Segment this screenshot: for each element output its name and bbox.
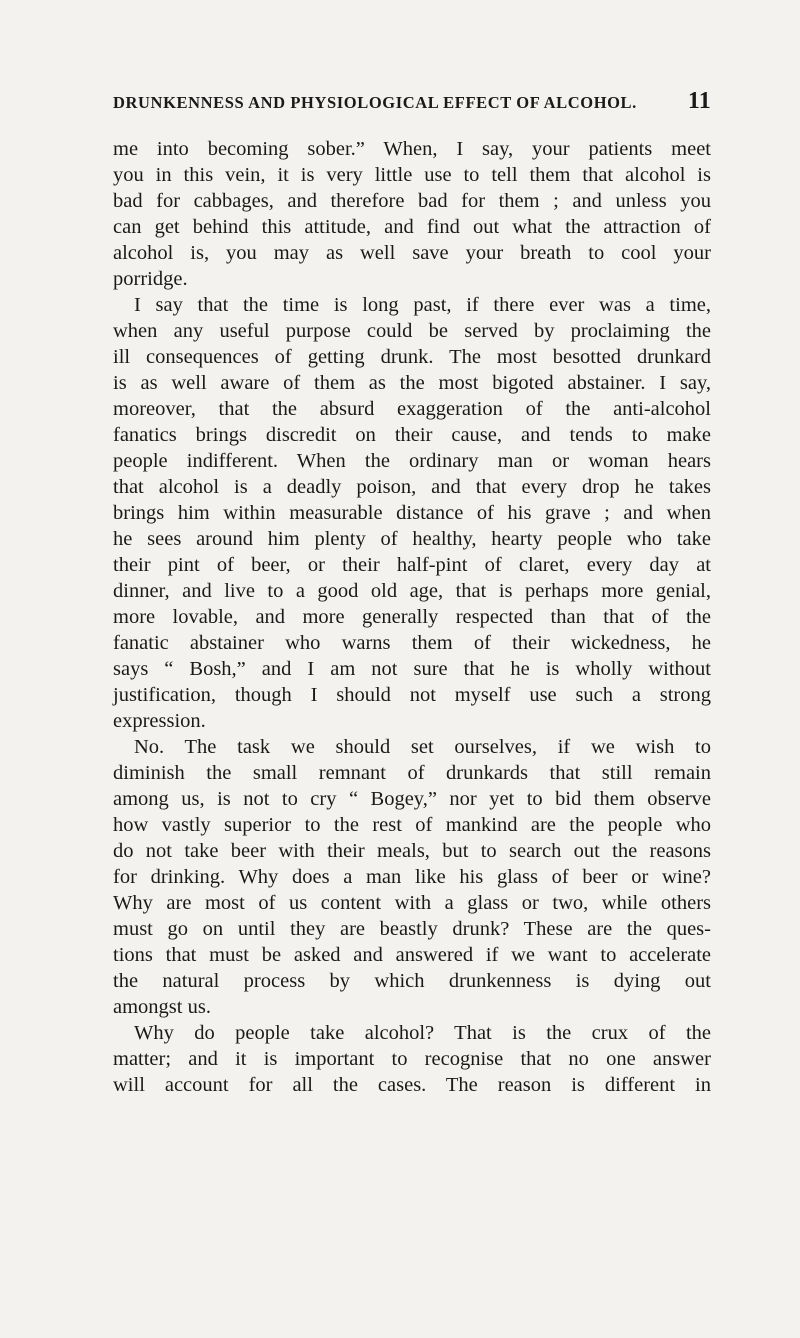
text-line: you in this vein, it is very little use to tell them that alcohol is (113, 164, 711, 186)
text-line: how vastly superior to the rest of mankind are the people who (113, 814, 711, 836)
text-line: more lovable, and more generally respected than that of the (113, 606, 711, 628)
text-line: will account for all the cases. The reason is different in (113, 1074, 711, 1096)
body-text (113, 136, 711, 1098)
text-line: that alcohol is a deadly poison, and that every drop he takes (113, 476, 711, 498)
text-line: porridge. (113, 268, 188, 290)
text-line: expression. (113, 710, 206, 732)
text-line: do not take beer with their meals, but to search out the reasons (113, 840, 711, 862)
text-line: their pint of beer, or their half-pint of claret, every day at (113, 554, 711, 576)
text-line: alcohol is, you may as well save your breath to cool your (113, 242, 711, 264)
text-line: among us, is not to cry “ Bogey,” nor yet to bid them observe (113, 788, 711, 810)
text-line: the natural process by which drunkenness is dying out (113, 970, 711, 992)
text-line: when any useful purpose could be served by proclaiming the (113, 320, 711, 342)
text-line: is as well aware of them as the most bigoted abstainer. I say, (113, 372, 711, 394)
text-line: Why are most of us content with a glass or two, while others (113, 892, 711, 914)
text-line: brings him within measurable distance of his grave ; and when (113, 502, 711, 524)
text-line: amongst us. (113, 996, 211, 1018)
text-line: bad for cabbages, and therefore bad for them ; and unless you (113, 190, 711, 212)
text-line: ill consequences of getting drunk. The most besotted drunkard (113, 346, 711, 368)
paragraph-start-line: No. The task we should set ourselves, if we wish to (134, 736, 711, 758)
text-line: for drinking. Why does a man like his glass of beer or wine? (113, 866, 711, 888)
page-number: 11 (687, 88, 711, 114)
text-line: me into becoming sober.” When, I say, your patients meet (113, 138, 711, 160)
text-line: tions that must be asked and answered if we want to accelerate (113, 944, 711, 966)
text-line: diminish the small remnant of drunkards that still remain (113, 762, 711, 784)
text-line: must go on until they are beastly drunk? These are the ques- (113, 918, 711, 940)
running-head-title: DRUNKENNESS AND PHYSIOLOGICAL EFFECT OF ALCOHOL. (113, 93, 637, 112)
paragraph-start-line: I say that the time is long past, if there ever was a time, (134, 294, 711, 316)
text-line: people indifferent. When the ordinary man or woman hears (113, 450, 711, 472)
paragraph-start-line: Why do people take alcohol? That is the crux of the (134, 1022, 711, 1044)
text-line: fanatics brings discredit on their cause, and tends to make (113, 424, 711, 446)
text-line: dinner, and live to a good old age, that is perhaps more genial, (113, 580, 711, 602)
text-line: justification, though I should not myself use such a strong (113, 684, 711, 706)
text-line: he sees around him plenty of healthy, hearty people who take (113, 528, 711, 550)
text-line: says “ Bosh,” and I am not sure that he is wholly without (113, 658, 711, 680)
text-line: can get behind this attitude, and find out what the attraction of (113, 216, 711, 238)
text-line: fanatic abstainer who warns them of their wickedness, he (113, 632, 711, 654)
running-head (113, 88, 711, 112)
text-line: moreover, that the absurd exaggeration of the anti-alcohol (113, 398, 711, 420)
text-line: matter; and it is important to recognise that no one answer (113, 1048, 711, 1070)
